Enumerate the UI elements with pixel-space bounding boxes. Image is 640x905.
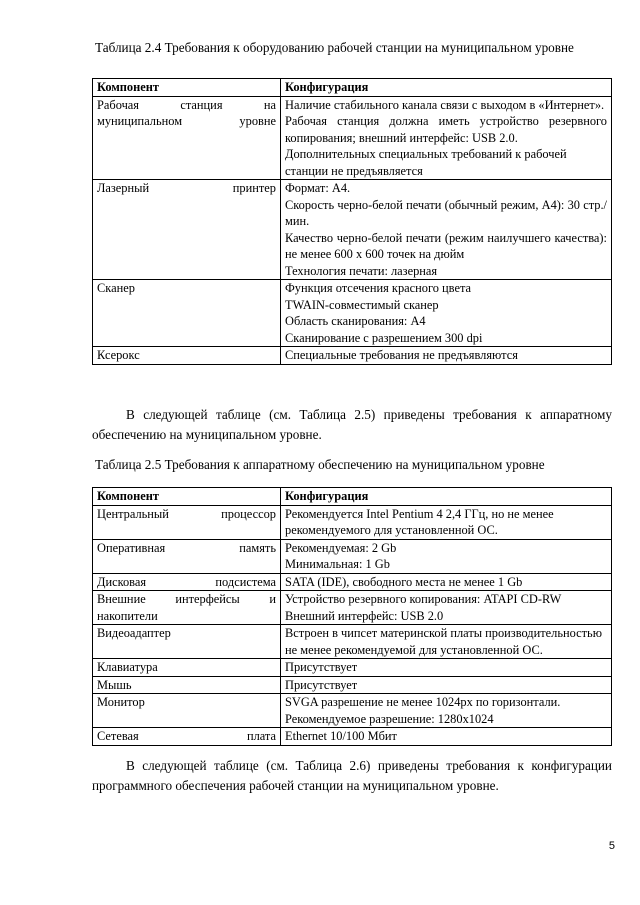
configuration-cell [281, 591, 612, 625]
configuration-line: Минимальная: 1 Gb [285, 557, 390, 571]
configuration-line: Сканирование с разрешением 300 dpi [285, 330, 483, 345]
configuration-line: Внешний интерфейс: USB 2.0 [285, 608, 444, 623]
column-header-component: Компонент [93, 79, 281, 97]
configuration-line: Ethernet 10/100 Мбит [285, 729, 397, 743]
component-cell: Мышь [93, 676, 281, 694]
table-row [93, 347, 612, 365]
configuration-cell [281, 180, 612, 280]
component-cell: Дисковая подсистема [93, 573, 281, 591]
configuration-line: Качество черно-белой печати (режим наилучшего качества): не менее 600 x 600 точек на дюйм [285, 230, 607, 261]
component-cell: Сканер [93, 280, 281, 347]
component-cell: Центральный процессор [93, 505, 281, 539]
configuration-line: SVGA разрешение не менее 1024px по горизонтали. [285, 695, 561, 709]
configuration-line: Наличие стабильного канала связи с выходом в «Интернет». [285, 97, 605, 112]
table-row [93, 539, 612, 573]
table-2-4-caption: Таблица 2.4 Требования к оборудованию рабочей станции на муниципальном уровне [95, 40, 574, 55]
table-row [93, 676, 612, 694]
table-row [93, 280, 612, 347]
configuration-cell [281, 347, 612, 365]
table-row [93, 694, 612, 728]
configuration-line: Область сканирования: А4 [285, 314, 426, 328]
configuration-line: Формат: А4. [285, 181, 351, 195]
configuration-cell [281, 728, 612, 746]
configuration-line: SATA (IDE), свободного места не менее 1 Gb [285, 574, 523, 589]
configuration-line: Рекомендуемая: 2 Gb [285, 540, 397, 555]
table-row [93, 625, 612, 659]
table-2-5-caption: Таблица 2.5 Требования к аппаратному обеспечению на муниципальном уровне [95, 457, 545, 472]
municipal-hardware-table [92, 487, 612, 746]
configuration-line: Устройство резервного копирования: ATAPI CD-RW [285, 592, 562, 606]
configuration-line: Присутствует [285, 677, 358, 692]
column-header-component: Компонент [93, 488, 281, 506]
workstation-hardware-table [92, 78, 612, 365]
component-cell: Рабочая станция на муниципальном уровне [93, 96, 281, 180]
component-cell: Оперативная память [93, 539, 281, 573]
configuration-cell [281, 96, 612, 180]
configuration-line: Рекомендуемое разрешение: 1280x1024 [285, 711, 494, 726]
configuration-cell [281, 505, 612, 539]
configuration-line: Специальные требования не предъявляются [285, 348, 518, 362]
page-number: 5 [608, 840, 615, 852]
configuration-cell [281, 539, 612, 573]
configuration-line: Функция отсечения красного цвета [285, 281, 472, 295]
table-header-row [93, 79, 612, 97]
configuration-line: Технология печати: лазерная [285, 263, 438, 278]
table-row [93, 728, 612, 746]
configuration-cell [281, 573, 612, 591]
component-cell: Внешние интерфейсы и накопители [93, 591, 281, 625]
configuration-line: Рекомендуется Intel Pentium 4 2,4 ГГц, но не менее рекомендуемого для установленной ОС. [285, 506, 554, 537]
component-cell: Лазерный принтер [93, 180, 281, 280]
intro-paragraph-table-2-5: В следующей таблице (см. Таблица 2.5) приведены требования к аппаратному обеспечению на муниципальном уровне. [92, 407, 612, 442]
table-row [93, 659, 612, 677]
component-cell: Ксерокс [93, 347, 281, 365]
component-cell: Видеоадаптер [93, 625, 281, 659]
component-cell: Сетевая плата [93, 728, 281, 746]
configuration-line: Скорость черно-белой печати (обычный режим, А4): 30 стр./мин. [285, 197, 607, 228]
configuration-cell [281, 625, 612, 659]
component-cell: Монитор [93, 694, 281, 728]
column-header-configuration: Конфигурация [281, 488, 612, 506]
table-header-row [93, 488, 612, 506]
table-row [93, 573, 612, 591]
table-row [93, 96, 612, 180]
configuration-cell [281, 659, 612, 677]
table-row [93, 591, 612, 625]
configuration-cell [281, 280, 612, 347]
configuration-line: TWAIN-совместимый сканер [285, 297, 439, 312]
configuration-line: Дополнительных специальных требований к рабочей станции не предъявляется [285, 147, 567, 178]
component-cell: Клавиатура [93, 659, 281, 677]
table-row [93, 180, 612, 280]
intro-paragraph-table-2-6: В следующей таблице (см. Таблица 2.6) приведены требования к конфигурации программного обеспечения рабочей станции на муниципальном уровне. [92, 758, 612, 793]
configuration-line: Рабочая станция должна иметь устройство резервного копирования; внешний интерфейс: USB 2.0. [285, 114, 607, 145]
configuration-cell [281, 694, 612, 728]
table-row [93, 505, 612, 539]
configuration-line: Присутствует [285, 660, 358, 674]
column-header-configuration: Конфигурация [281, 79, 612, 97]
configuration-cell [281, 676, 612, 694]
configuration-line: Встроен в чипсет материнской платы производительностью не менее рекомендуемой для установленной ОС. [285, 626, 602, 657]
